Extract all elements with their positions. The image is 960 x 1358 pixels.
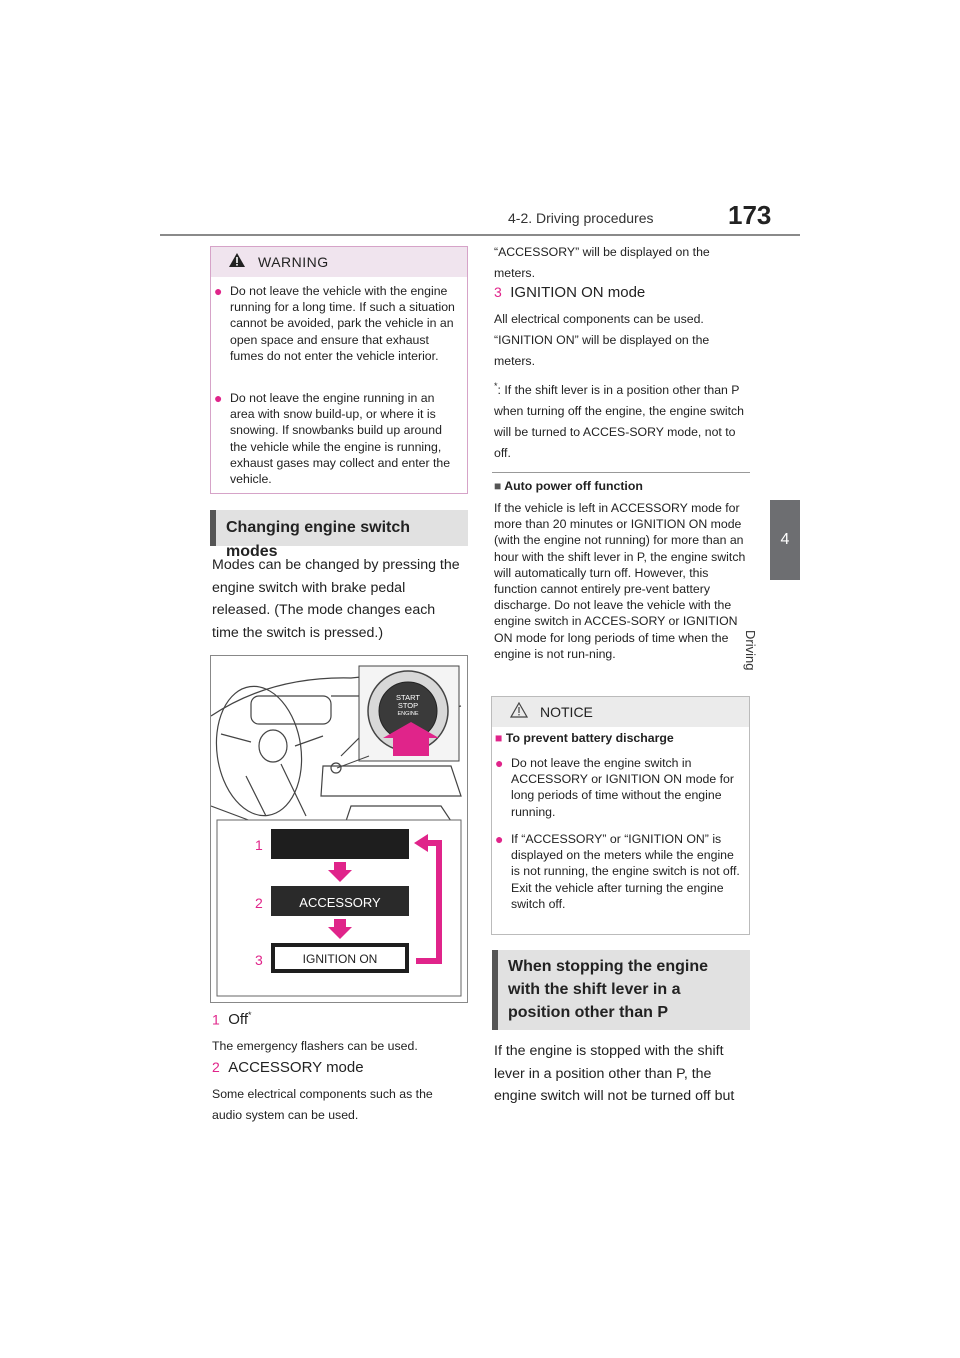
mode-accessory: 2 ACCESSORY mode [212, 1059, 364, 1076]
mode-number: 3 [255, 952, 263, 968]
caution-icon [510, 702, 528, 718]
warning-header [211, 247, 467, 277]
bullet-icon: ● [214, 390, 223, 406]
notice-header [492, 697, 749, 727]
warning-item: ● Do not leave the vehicle with the engine running for a long time. If such a situation cannot be avoided, park the vehicle in an open space and ensure that exhaust fumes do not enter the vehicle interior. [214, 283, 455, 363]
bullet-icon: ● [214, 283, 223, 299]
section-heading: When stopping the engine with the shift lever in a position other than P [492, 950, 750, 1030]
warning-icon [228, 252, 246, 268]
dashboard-illustration [211, 656, 467, 1002]
ignition-display-note: “IGNITION ON” will be displayed on the meters. [494, 333, 710, 368]
divider [492, 472, 750, 473]
auto-power-title: ■ Auto power off function [494, 479, 643, 493]
mode-number: 2 [255, 895, 263, 911]
notice-item: ● Do not leave the engine switch in ACCESSORY or IGNITION ON mode for long periods of time without the engine running. [495, 755, 734, 819]
mode-accessory-desc: Some electrical components such as the audio system can be used. [212, 1087, 433, 1122]
footnote: *: If the shift lever is in a position other than P when turning off the engine, the engine switch will be turned to ACCES-SORY mode, not to off. [494, 381, 744, 461]
header-rule [160, 234, 800, 236]
notice-item: ● If “ACCESSORY” or “IGNITION ON” is displayed on the meters while the engine is not running, the engine switch is not off. Exit the vehicle after turning the engine switch off. [495, 831, 740, 911]
bullet-icon: ● [495, 831, 504, 847]
mode-ignition-desc: All electrical components can be used. [494, 312, 704, 326]
mode-off: 1 Off* [212, 1010, 252, 1029]
mode-ignition-label: IGNITION ON [302, 952, 378, 966]
engine-switch-figure [210, 655, 468, 1003]
square-bullet-icon: ■ [494, 479, 502, 493]
chapter-tab: 4 [770, 500, 800, 580]
section-title: 4-2. Driving procedures [508, 210, 654, 226]
warning-title: WARNING [258, 254, 329, 270]
square-bullet-icon: ■ [495, 731, 503, 745]
auto-power-text: If the vehicle is left in ACCESSORY mode for more than 20 minutes or IGNITION ON mode (with the engine not running) for more than an hour with the shift lever in P, the engine switch will automatically turn off. However, this function cannot entirely pre-vent battery discharge. Do not leave the vehicle with the engine switch in ACCES-SORY or IGNITION ON mode for long periods of time when the engine is not run-ning. [494, 501, 746, 661]
button-line: STOP [397, 701, 419, 710]
section-heading: Changing engine switch modes [210, 510, 468, 546]
mode-accessory-label: ACCESSORY [299, 895, 381, 910]
notice-subtitle: ■ To prevent battery discharge [495, 731, 674, 745]
mode-number: 1 [255, 837, 263, 853]
bullet-icon: ● [495, 755, 504, 771]
notice-title: NOTICE [540, 704, 593, 720]
chapter-label: Driving [743, 630, 758, 671]
mode-ignition: 3 IGNITION ON mode [494, 284, 646, 301]
mode-off-panel [271, 829, 409, 859]
section2-text: If the engine is stopped with the shift lever in a position other than P, the engine switch will not be turned off but [494, 1043, 735, 1104]
warning-item: ● Do not leave the engine running in an area with snow build-up, or where it is snowing. If snowbanks build up around the vehicle while the engine is running, exhaust gases may collect and enter the vehicle. [214, 390, 451, 487]
button-line: ENGINE [397, 711, 419, 717]
button-line: START [396, 693, 420, 702]
page-number: 173 [728, 200, 772, 230]
accessory-display-note: “ACCESSORY” will be displayed on the meters. [494, 245, 710, 280]
mode-off-desc: The emergency flashers can be used. [212, 1039, 418, 1053]
section-intro: Modes can be changed by pressing the engine switch with brake pedal released. (The mode changes each time the switch is pressed.) [212, 557, 460, 641]
